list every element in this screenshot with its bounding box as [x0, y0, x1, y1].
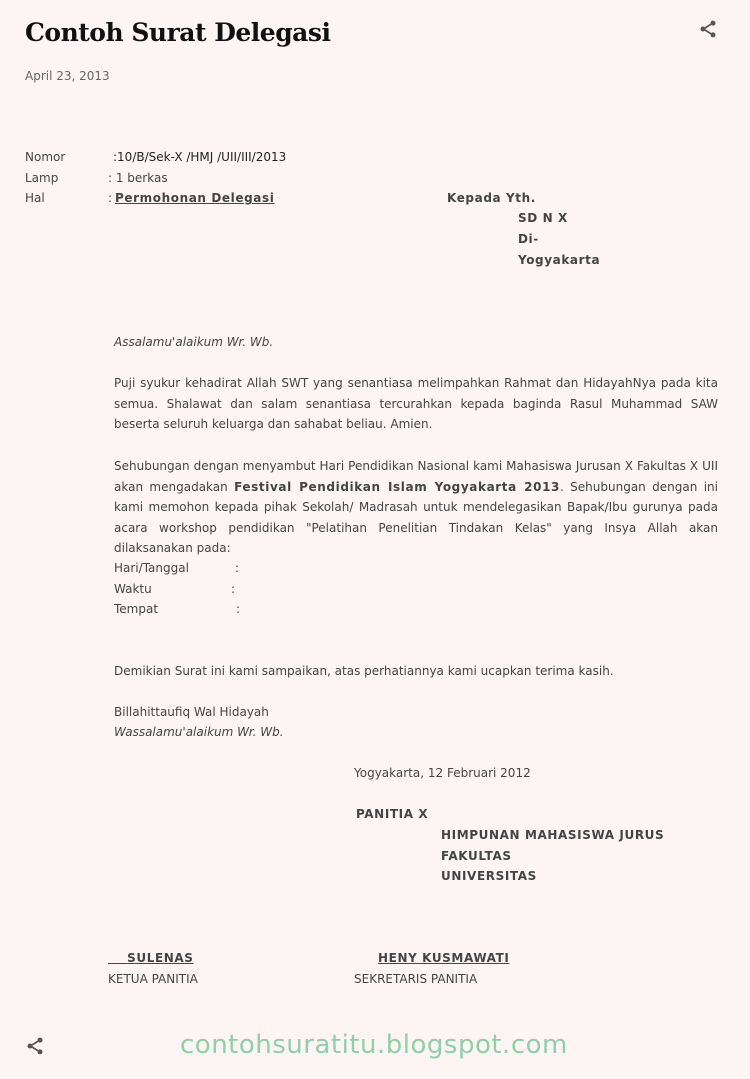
detail-place-label: Tempat — [114, 602, 159, 616]
lamp-value: : 1 berkas — [108, 171, 168, 185]
share-icon[interactable] — [25, 1036, 45, 1056]
detail-date-colon: : — [235, 561, 240, 575]
share-icon[interactable] — [698, 19, 718, 39]
detail-date-label: Hari/Tanggal — [114, 561, 189, 575]
paragraph-body-part2: . Sehubungan dengan ini kami memohon kepada pihak Sekolah/ Madrasah untuk mendelegasikan Bapak/Ibu gurunya pada acara workshop pendidikan "Pelatihan Penelitian Tindakan Kelas" yang Insya Allah akan dilaksanakan pada: — [114, 479, 718, 556]
org-line1: PANITIA X — [356, 807, 429, 821]
hal-value: Permohonan Delegasi — [115, 191, 275, 205]
detail-time-label: Waktu — [114, 582, 152, 596]
recipient-line1: Kepada Yth. — [447, 191, 536, 205]
festival-name: Festival Pendidikan Islam Yogyakarta 2013 — [234, 479, 560, 494]
org-line4: UNIVERSITAS — [441, 869, 537, 883]
post-title[interactable]: Contoh Surat Delegasi — [25, 18, 331, 47]
org-line2: HIMPUNAN MAHASISWA JURUS — [441, 828, 665, 842]
signature-secretary-name: HENY KUSMAWATI — [378, 951, 510, 965]
place-date: Yogyakarta, 12 Februari 2012 — [354, 766, 531, 780]
signature-chair-role: KETUA PANITIA — [108, 972, 198, 986]
post-date: April 23, 2013 — [25, 69, 110, 83]
signature-secretary-role: SEKRETARIS PANITIA — [354, 972, 478, 986]
recipient-line3: Di- — [518, 232, 539, 246]
paragraph-body — [114, 456, 718, 559]
paragraph-opening: Puji syukur kehadirat Allah SWT yang senantiasa melimpahkan Rahmat dan HidayahNya pada kita semua. Shalawat dan salam senantiasa tercurahkan kepada baginda Rasul Muhammad SAW beserta seluruh keluarga dan sahabat beliau. Amien. — [114, 376, 718, 432]
greeting: Assalamu'alaikum Wr. Wb. — [114, 335, 274, 349]
paragraph-body-part1: Sehubungan dengan menyambut Hari Pendidikan Nasional kami Mahasiswa Jurusan X Fakultas X UII akan mengadakan — [114, 459, 718, 494]
hal-label: Hal — [25, 191, 45, 205]
wassalam-line: Wassalamu'alaikum Wr. Wb. — [114, 725, 284, 739]
org-line3: FAKULTAS — [441, 849, 512, 863]
hal-colon: : — [108, 191, 113, 205]
lamp-label: Lamp — [25, 171, 59, 185]
recipient-line2: SD N X — [518, 211, 568, 225]
nomor-value: :10/B/Sek-X /HMJ /UII/III/2013 — [113, 150, 287, 164]
signature-chair-name — [108, 951, 194, 965]
recipient-line4: Yogyakarta — [518, 253, 601, 267]
watermark-text: contohsuratitu.blogspot.com — [180, 1030, 568, 1060]
detail-place-colon: : — [236, 602, 241, 616]
billahi-line: Billahittaufiq Wal Hidayah — [114, 705, 269, 719]
signature-chair-name-text: SULENAS — [127, 951, 194, 965]
closing-sentence: Demikian Surat ini kami sampaikan, atas perhatiannya kami ucapkan terima kasih. — [114, 664, 614, 678]
detail-time-colon: : — [231, 582, 236, 596]
nomor-label: Nomor — [25, 150, 66, 164]
